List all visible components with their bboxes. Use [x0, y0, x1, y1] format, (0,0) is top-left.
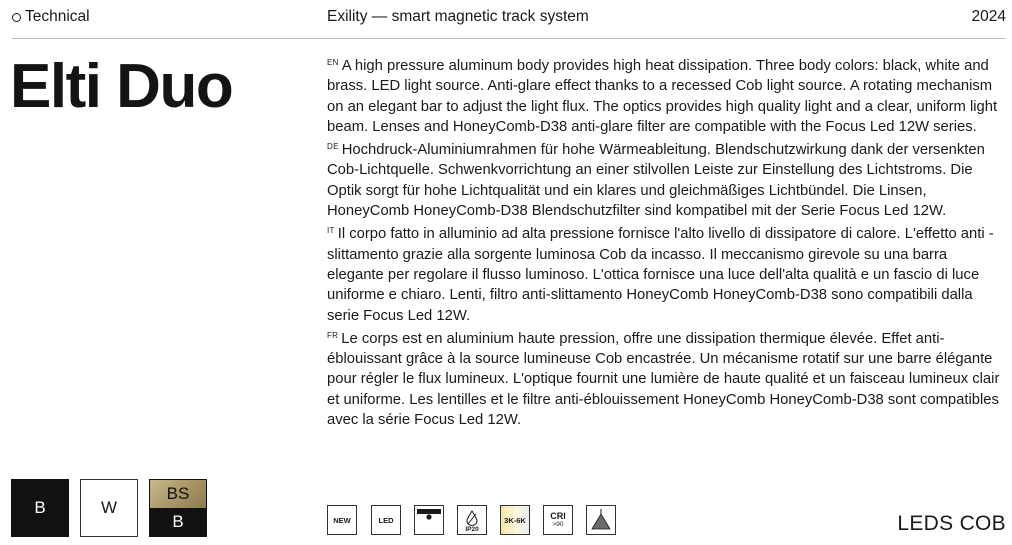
product-description	[327, 53, 1007, 430]
ip-rating-icon	[457, 505, 487, 535]
led-icon	[371, 505, 401, 535]
color-temperature-icon	[500, 505, 530, 535]
droplet-icon	[465, 510, 479, 526]
lang-code: IT	[327, 226, 335, 236]
light-source-label: LEDS COB	[897, 512, 1006, 535]
color-swatch-white	[80, 479, 138, 537]
beam-angle-icon	[586, 505, 616, 535]
description-text: Hochdruck-Aluminiumrahmen für hohe Wärmeableitung. Blendschutzwirkung dank der versenkten Cob-Lichtquelle. Schwenkvorrichtung an einer stilvollen Leiste zur Einstellung des Lichtstroms. Die Optik sorgt für hohe Lichtqualität und ein klares und gleichmäßiges Lichtbündel. Die Linsen, HoneyComb HoneyComb-D38 Blendschutzfilter sind kompatibel mit der Serie Focus Led 12W.	[327, 142, 985, 220]
swatch-label: W	[100, 498, 118, 517]
description-text: Le corps est en aluminium haute pression, offre une dissipation thermique élevée. Effet anti-éblouissant grâce à la source lumineuse Cob encastrée. Un mécanisme rotatif sur une barre élégante pour régler le flux lumineux. L'optique fournit une lumière de haute qualité et un faisceau lumineux clair et uniforme. Les lentilles et le filtre anti-éblouissement HoneyComb HoneyComb-D38 sont compatibles avec la série Focus Led 12W.	[327, 330, 1000, 429]
ring-icon	[12, 13, 21, 22]
track-mount-icon	[414, 505, 444, 535]
cri-value: >90	[552, 521, 564, 528]
swatch-label: B	[34, 498, 46, 517]
description-text: Il corpo fatto in alluminio ad alta pressione fornisce l'alto livello di dissipatore di calore. L'effetto anti - slittamento grazie alla sorgente luminosa Cob da incasso. Il meccanismo girevole su una barra elegante per regolare il flusso luminoso. L'ottica fornisce una luce dell'alta qualità e un fascio di luce uniforme e chiaro. Lenti, filtro anti-slittamento HoneyComb HoneyComb-D38 sono compatibili dalla serie Focus Led 12W.	[327, 226, 994, 324]
lang-code: FR	[327, 330, 339, 340]
beam-cone-glyph	[588, 507, 614, 533]
track-mount-glyph	[416, 507, 442, 533]
section-label-text: Technical	[25, 8, 90, 25]
led-icon-label: LED	[378, 515, 394, 525]
color-temperature-label: 3K-6K	[504, 515, 526, 525]
ip-rating-label: IP20	[465, 526, 479, 533]
color-swatch-black	[11, 479, 69, 537]
description-de	[327, 137, 1007, 221]
product-title: Elti Duo	[10, 52, 233, 121]
swatch-label-bottom: B	[172, 512, 184, 532]
description-en	[327, 53, 1007, 137]
description-it	[327, 221, 1007, 325]
color-swatch-brass	[149, 479, 207, 537]
new-icon	[327, 505, 357, 535]
lang-code: EN	[327, 58, 339, 67]
swatch-label-top: BS	[150, 480, 206, 508]
new-icon-label: NEW	[333, 515, 351, 525]
page-header	[12, 0, 1006, 39]
description-fr	[327, 326, 1007, 430]
lang-code: DE	[327, 142, 339, 152]
cri-label: CRI	[550, 511, 566, 521]
description-text: A high pressure aluminum body provides high heat dissipation. Three body colors: black, white and brass. LED light source. Anti-glare effect thanks to a recessed Cob light source. A rotating mechanism on an elegant bar to adjust the light flux. The optics provides high quality light and a clear, uniform light beam. Lenses and HoneyComb-D38 anti-glare filter are compatible with the Focus Led 12W series.	[327, 58, 998, 135]
section-label	[12, 8, 90, 26]
product-family: Exility — smart magnetic track system	[327, 8, 589, 25]
cri-icon	[543, 505, 573, 535]
catalog-year: 2024	[971, 8, 1006, 25]
